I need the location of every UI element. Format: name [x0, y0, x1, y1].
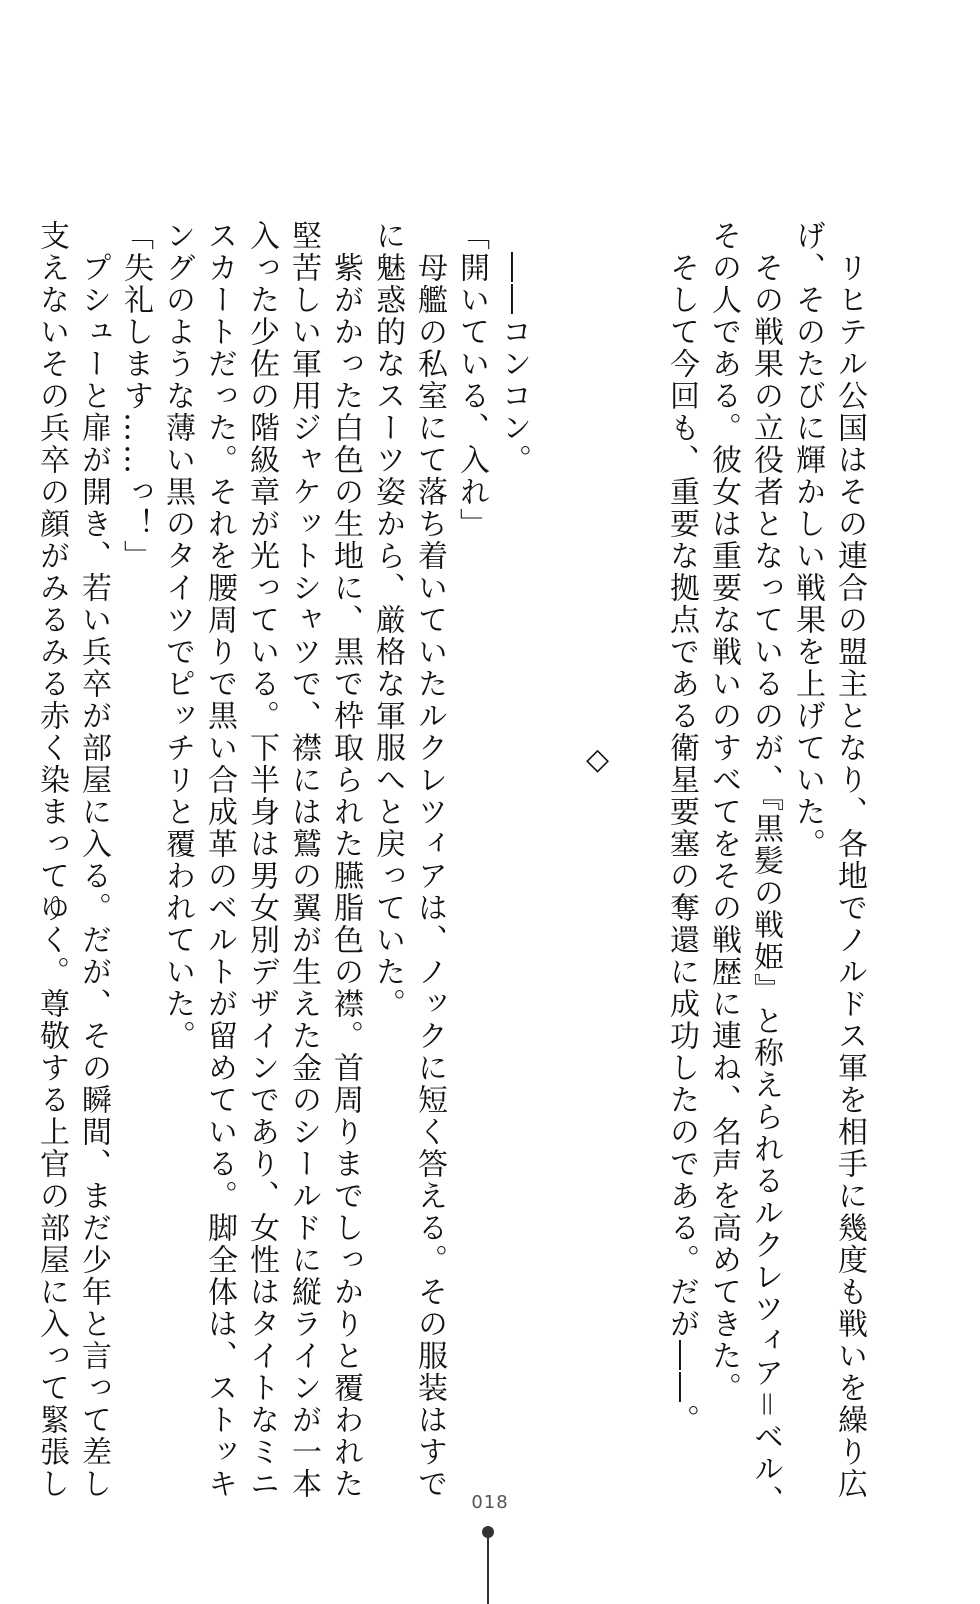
text-line: ――コンコン。 [496, 220, 531, 476]
page-number: 018 [471, 1492, 509, 1513]
text-line: スカートだった。それを腰周りで黒い合成革のベルトが留めている。脚全体は、ストッキ [202, 220, 237, 1500]
text-line: その戦果の立役者となっているのが、『黒髪の戦姫』と称えられるルクレツィア＝ベル、 [748, 220, 783, 1517]
text-line: その人である。彼女は重要な戦いのすべてをその戦歴に連ね、名声を高めてきた。 [706, 220, 741, 1404]
blank-line [618, 220, 660, 1300]
text-line: 「開いている、入れ」 [454, 220, 489, 540]
page-marker-line [487, 1538, 489, 1604]
text-line: に魅惑的なスーツ姿から、厳格な軍服へと戻っていた。 [370, 220, 405, 1020]
page-marker-dot [482, 1526, 494, 1538]
text-line: げ、そのたびに輝かしい戦果を上げていた。 [790, 220, 825, 860]
text-line: ングのような薄い黒のタイツでピッチリと覆われていた。 [160, 220, 195, 1052]
text-line: リヒテル公国はその連合の盟主となり、各地でノルドス軍を相手に幾度も戦いを繰り広 [832, 220, 867, 1500]
text-line: 「失礼します……っ！」 [118, 220, 153, 572]
section-break-diamond: ◇ [580, 741, 615, 779]
text-line: 紫がかった白色の生地に、黒で枠取られた臙脂色の襟。首周りまでしっかりと覆われた [328, 220, 363, 1500]
text-line: 母艦の私室にて落ち着いていたルクレツィアは、ノックに短く答える。その服装はすで [412, 220, 447, 1500]
text-line: 入った少佐の階級章が光っている。下半身は男女別デザインであり、女性はタイトなミニ [244, 220, 279, 1500]
text-line: 堅苦しい軍用ジャケットシャツで、襟には鷲の翼が生えた金のシールドに縦ラインが一本 [286, 220, 321, 1500]
blank-line [534, 220, 576, 1300]
text-line: そして今回も、重要な拠点である衛星要塞の奪還に成功したのである。だが――。 [664, 220, 699, 1436]
text-line: 支えないその兵卒の顔がみるみる赤く染まってゆく。尊敬する上官の部屋に入って緊張し [34, 220, 69, 1500]
text-line: プシューと扉が開き、若い兵卒が部屋に入る。だが、その瞬間、まだ少年と言って差し [76, 220, 111, 1500]
